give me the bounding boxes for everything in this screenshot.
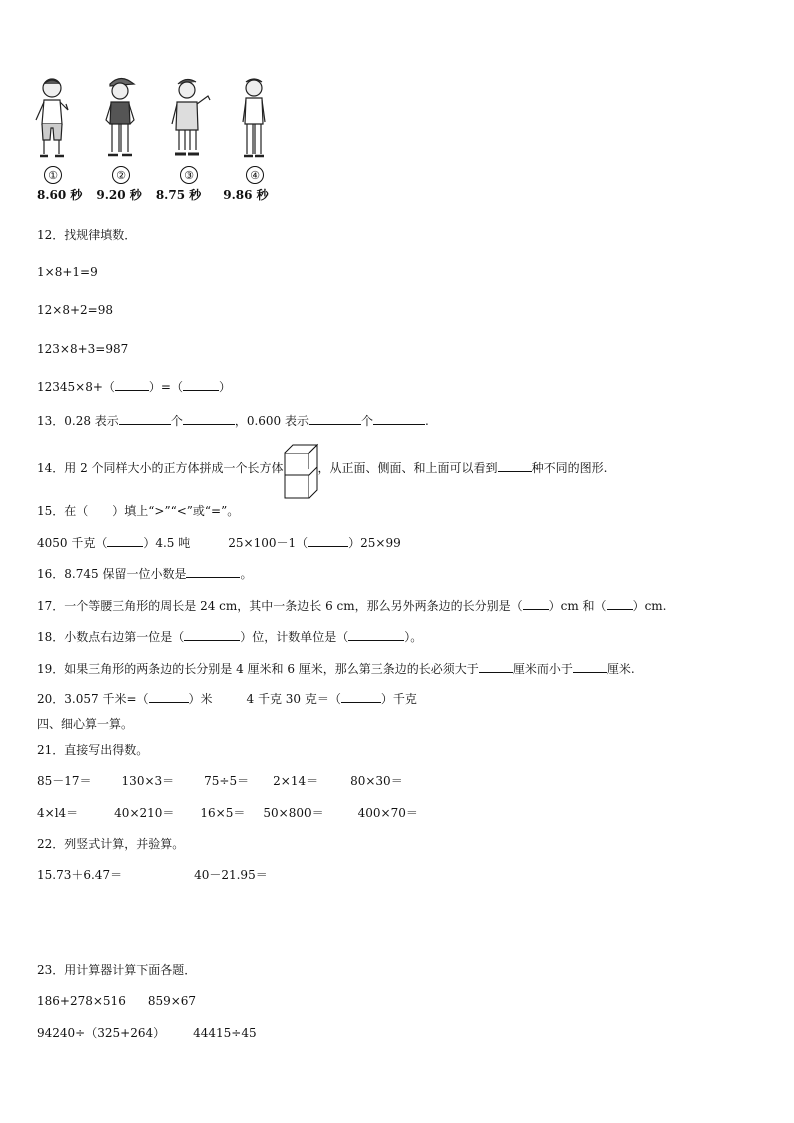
question-18: 18．小数点右边第一位是（ ）位，计数单位是（ ）。 [37,630,423,644]
boy-figure-4 [232,74,280,184]
calculator-row-2: 94240÷（325+264） 44415÷45 [37,1026,257,1040]
figure-label-2: ② [112,166,130,184]
question-13: 13．0.28 表示 个 ，0.600 表示 个 . [37,414,429,428]
question-20: 20．3.057 千米=（ ）米 4 千克 30 克＝（ ）千克 [37,692,417,706]
answer-blank[interactable] [523,597,549,610]
answer-blank[interactable] [348,628,404,641]
boy-3-icon [166,74,214,164]
time-1: 8.60 秒 [37,188,83,202]
answer-blank[interactable] [107,534,143,547]
answer-blank[interactable] [341,690,381,703]
answer-blank[interactable] [184,628,240,641]
answer-blank[interactable] [607,597,633,610]
answer-blank[interactable] [573,660,607,673]
figure-times [37,187,269,203]
question-17: 17．一个等腰三角形的周长是 24 cm，其中一条边长 6 cm，那么另外两条边的长分别是（ ）cm 和（ ）cm. [37,599,667,613]
boy-figure-2 [98,74,146,184]
calc-row-2: 4×l4＝ 40×210＝ 16×5＝ 50×800＝ 400×70＝ [37,806,418,820]
boy-figure-3 [166,74,214,184]
boy-2-icon [98,74,146,164]
question-19: 19．如果三角形的两条边的长分别是 4 厘米和 6 厘米，那么第三条边的长必须大于 厘米而小于 厘米. [37,662,635,676]
question-22-title: 22．列竖式计算，并验算。 [37,837,185,851]
pattern-line-2: 12×8+2=98 [37,303,113,317]
calculator-row-1: 186+278×516 859×67 [37,994,197,1008]
boy-1-icon [30,74,78,164]
answer-blank[interactable] [183,412,235,425]
answer-blank[interactable] [309,412,361,425]
answer-blank[interactable] [115,378,149,391]
answer-blank[interactable] [498,459,532,472]
vertical-calc-row: 15.73＋6.47＝ 40－21.95＝ [37,868,268,882]
answer-blank[interactable] [308,534,348,547]
boy-4-icon [232,74,280,164]
cuboid-icon [284,443,318,493]
figure-label-4: ④ [246,166,264,184]
pattern-line-4: 12345×8+（ ）=（ ） [37,380,231,394]
answer-blank[interactable] [149,690,189,703]
question-23-title: 23．用计算器计算下面各题． [37,963,197,977]
figure-label-1: ① [44,166,62,184]
pattern-line-3: 123×8+3=987 [37,342,129,356]
question-21-title: 21．直接写出得数。 [37,743,149,757]
boy-figure-1 [30,74,78,184]
answer-blank[interactable] [373,412,425,425]
question-15-title: 15．在（ ）填上“>”“<”或“=”。 [37,504,240,518]
figures-row [30,74,290,184]
answer-blank[interactable] [183,378,219,391]
time-4: 9.86 秒 [223,188,269,202]
question-14: 14．用 2 个同样大小的正方体拼成一个长方体 ，从正面、侧面、和上面可以看到 种不同的图形. [37,440,607,496]
section-4-heading: 四、细心算一算。 [37,717,134,731]
pattern-line-1: 1×8+1=9 [37,265,98,279]
answer-blank[interactable] [119,412,171,425]
time-3: 8.75 秒 [155,188,202,202]
figure-label-3: ③ [180,166,198,184]
question-16: 16．8.745 保留一位小数是 。 [37,567,253,581]
question-15-items: 4050 千克（ ）4.5 吨 25×100－1（ ）25×99 [37,536,401,550]
answer-blank[interactable] [186,565,240,578]
time-2: 9.20 秒 [96,188,142,202]
answer-blank[interactable] [479,660,513,673]
question-12-title: 12．找规律填数． [37,228,137,242]
calc-row-1: 85－17＝ 130×3＝ 75÷5＝ 2×14＝ 80×30＝ [37,774,403,788]
